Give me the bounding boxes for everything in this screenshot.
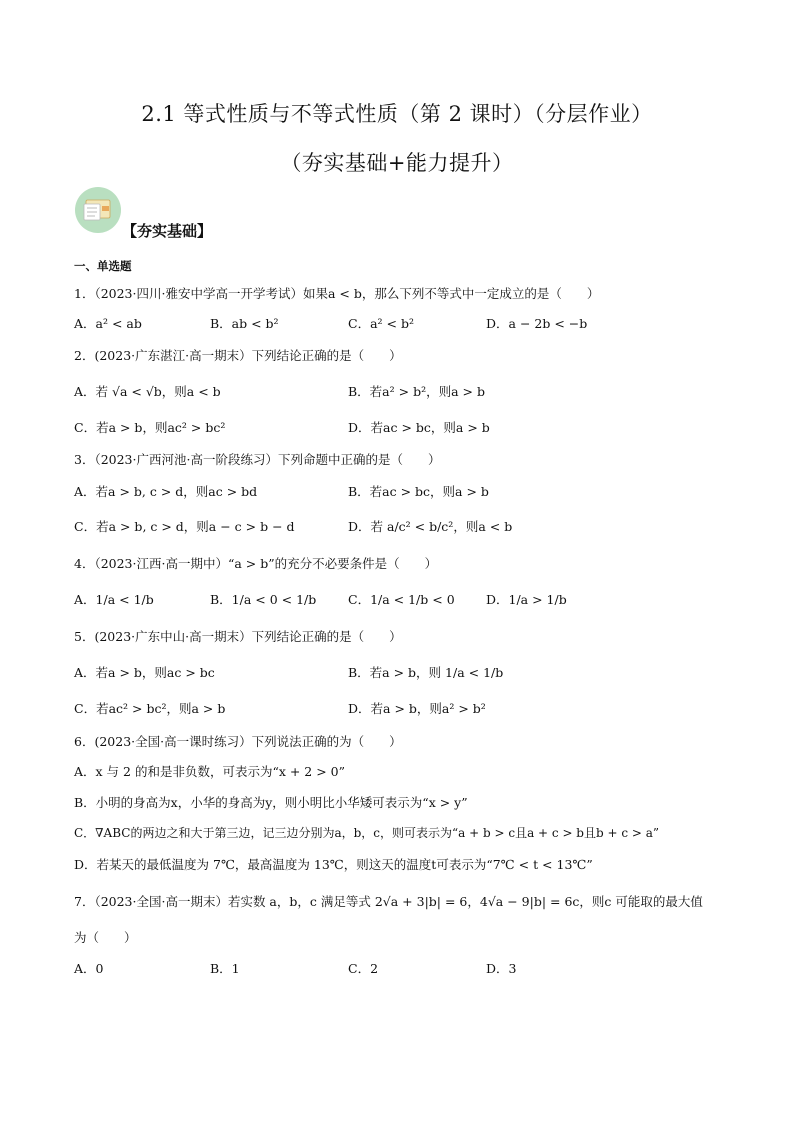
section-label: 【夯实基础】 bbox=[122, 222, 213, 240]
q4-option-b: B．1/a < 0 < 1/b bbox=[210, 592, 317, 607]
q4-option-c: C．1/a < 1/b < 0 bbox=[348, 592, 455, 607]
q4-option-a: A．1/a < 1/b bbox=[74, 592, 154, 607]
q3-option-c: C．若a > b, c > d，则a − c > b − d bbox=[74, 519, 295, 534]
question-6-stem: 6．(2023·全国·高一课时练习）下列说法正确的为（ ） bbox=[74, 734, 402, 749]
q2-option-c: C．若a > b，则ac² > bc² bbox=[74, 420, 226, 435]
q6-option-d: D．若某天的最低温度为 7℃，最高温度为 13℃，则这天的温度t可表示为“7℃ < t < 13℃” bbox=[74, 857, 593, 872]
q1-option-d: D．a − 2b < −b bbox=[486, 316, 588, 331]
q6-option-c: C．∇ABC的两边之和大于第三边，记三边分别为a，b，c，则可表示为“a + b > c且a + c > b且b + c > a” bbox=[74, 826, 660, 840]
q3-option-a: A．若a > b, c > d，则ac > bd bbox=[74, 484, 258, 499]
q5-option-d: D．若a > b，则a² > b² bbox=[348, 701, 486, 716]
q1-option-c: C．a² < b² bbox=[348, 316, 414, 331]
question-1-stem: 1．（2023·四川·雅安中学高一开学考试）如果a < b，那么下列不等式中一定成立的是（ ） bbox=[74, 286, 600, 301]
q7-option-b: B．1 bbox=[210, 961, 240, 976]
page-title: 2.1 等式性质与不等式性质（第 2 课时）（分层作业） bbox=[141, 102, 653, 126]
q1-option-a: A．a² < ab bbox=[74, 316, 142, 331]
question-7-stem: 7．（2023·全国·高一期末）若实数 a，b，c 满足等式 2√a + 3|b| = 6，4√a − 9|b| = 6c，则c 可能取的最大值 bbox=[74, 894, 703, 909]
question-7-stem-cont: 为（ ） bbox=[74, 930, 137, 945]
q6-option-b: B．小明的身高为x，小华的身高为y，则小明比小华矮可表示为“x > y” bbox=[74, 795, 468, 810]
q5-option-b: B．若a > b，则 1/a < 1/b bbox=[348, 665, 504, 680]
question-4-stem: 4．（2023·江西·高一期中）“a > b”的充分不必要条件是（ ） bbox=[74, 556, 438, 571]
q3-option-b: B．若ac > bc，则a > b bbox=[348, 484, 489, 499]
document-icon bbox=[74, 186, 122, 234]
q2-option-b: B．若a² > b²，则a > b bbox=[348, 384, 485, 399]
question-2-stem: 2．(2023·广东湛江·高一期末）下列结论正确的是（ ） bbox=[74, 348, 402, 363]
q5-option-c: C．若ac² > bc²，则a > b bbox=[74, 701, 226, 716]
q2-option-d: D．若ac > bc，则a > b bbox=[348, 420, 490, 435]
q6-option-a: A．x 与 2 的和是非负数，可表示为“x + 2 > 0” bbox=[74, 764, 346, 779]
q7-option-c: C．2 bbox=[348, 961, 379, 976]
q3-option-d: D．若 a/c² < b/c²，则a < b bbox=[348, 519, 513, 534]
question-3-stem: 3．（2023·广西河池·高一阶段练习）下列命题中正确的是（ ） bbox=[74, 452, 441, 467]
q5-option-a: A．若a > b，则ac > bc bbox=[74, 665, 215, 680]
q7-option-a: A．0 bbox=[74, 961, 104, 976]
q4-option-d: D．1/a > 1/b bbox=[486, 592, 567, 607]
q7-option-d: D．3 bbox=[486, 961, 517, 976]
q1-option-b: B．ab < b² bbox=[210, 316, 279, 331]
question-type: 一、单选题 bbox=[74, 259, 132, 273]
question-5-stem: 5．(2023·广东中山·高一期末）下列结论正确的是（ ） bbox=[74, 629, 402, 644]
page-subtitle: （夯实基础+能力提升） bbox=[280, 151, 514, 175]
q2-option-a: A．若 √a < √b，则a < b bbox=[74, 384, 221, 399]
